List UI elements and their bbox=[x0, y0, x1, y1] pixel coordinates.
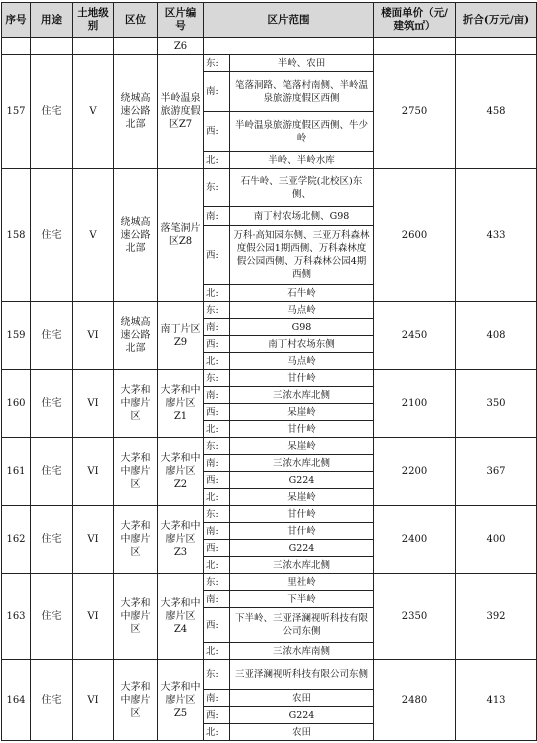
range-text: 甘什岭 bbox=[230, 506, 374, 523]
range-direction: 北: bbox=[204, 489, 230, 506]
range-direction: 南: bbox=[204, 690, 230, 707]
range-text: 呆崖岭 bbox=[230, 438, 374, 455]
row-mu: 367 bbox=[456, 438, 537, 506]
row-price: 2750 bbox=[374, 55, 456, 169]
row-no: 162 bbox=[2, 506, 31, 574]
range-direction: 北: bbox=[204, 421, 230, 438]
range-text: 农田 bbox=[230, 690, 374, 707]
range-text: 南丁村农场东侧 bbox=[230, 336, 374, 353]
row-price: 2600 bbox=[374, 169, 456, 302]
range-text: 半岭、农田 bbox=[230, 55, 374, 72]
range-direction: 东: bbox=[204, 660, 230, 690]
row-no: 158 bbox=[2, 169, 31, 302]
row-zone: 大茅和中廖片区Z3 bbox=[158, 506, 204, 574]
row-use: 住宅 bbox=[31, 169, 73, 302]
row-location: 绕城高速公路北部 bbox=[114, 169, 158, 302]
table-row bbox=[2, 302, 537, 319]
range-text: 甘什岭 bbox=[230, 370, 374, 387]
range-text: 三浓水库北侧 bbox=[230, 557, 374, 574]
range-text: 半岭温泉旅游度假区西侧、牛少岭 bbox=[230, 112, 374, 152]
row-grade: VI bbox=[73, 302, 114, 370]
row-price: 2480 bbox=[374, 660, 456, 741]
range-direction: 南: bbox=[204, 523, 230, 540]
table-row bbox=[2, 660, 537, 690]
row-price: 2100 bbox=[374, 370, 456, 438]
row-zone: 落笔洞片区Z8 bbox=[158, 169, 204, 302]
row-price: 2450 bbox=[374, 302, 456, 370]
range-direction: 南: bbox=[204, 455, 230, 472]
row-mu: 408 bbox=[456, 302, 537, 370]
row-no: 160 bbox=[2, 370, 31, 438]
row-location: 大茅和中廖片区 bbox=[114, 370, 158, 438]
range-text: 马点岭 bbox=[230, 353, 374, 370]
range-text: 呆崖岭 bbox=[230, 489, 374, 506]
range-direction: 西: bbox=[204, 112, 230, 152]
range-direction: 西: bbox=[204, 707, 230, 724]
table-row bbox=[2, 55, 537, 72]
range-text: 甘什岭 bbox=[230, 421, 374, 438]
range-text: 里社岭 bbox=[230, 574, 374, 591]
header-use: 用途 bbox=[31, 3, 73, 38]
table-row bbox=[2, 574, 537, 591]
header-no: 序号 bbox=[2, 3, 31, 38]
row-mu: 350 bbox=[456, 370, 537, 438]
row-price: 2200 bbox=[374, 438, 456, 506]
range-direction: 北: bbox=[204, 643, 230, 660]
range-text: G224 bbox=[230, 472, 374, 489]
range-text: 万科·高知园东侧、三亚万科森林度假公园1期西侧、万科森林度假公园西侧、万科森林公园4期西侧 bbox=[230, 226, 374, 285]
range-text: 三浓水库北侧 bbox=[230, 455, 374, 472]
range-direction: 西: bbox=[204, 540, 230, 557]
row-zone: 大茅和中廖片区Z5 bbox=[158, 660, 204, 741]
row-zone: 大茅和中廖片区Z2 bbox=[158, 438, 204, 506]
range-direction: 东: bbox=[204, 55, 230, 72]
land-price-table bbox=[1, 2, 537, 741]
row-no: 163 bbox=[2, 574, 31, 660]
range-direction: 北: bbox=[204, 152, 230, 169]
range-text: 三浓水库北侧 bbox=[230, 387, 374, 404]
range-text: 呆崖岭 bbox=[230, 404, 374, 421]
row-location: 大茅和中廖片区 bbox=[114, 506, 158, 574]
row-use: 住宅 bbox=[31, 506, 73, 574]
range-text: 下半岭 bbox=[230, 591, 374, 608]
range-text: 半岭、半岭水库 bbox=[230, 152, 374, 169]
range-text: 石牛岭 bbox=[230, 285, 374, 302]
row-price: 2400 bbox=[374, 506, 456, 574]
row-mu: 400 bbox=[456, 506, 537, 574]
range-direction: 西: bbox=[204, 336, 230, 353]
row-no: 161 bbox=[2, 438, 31, 506]
range-text: G224 bbox=[230, 707, 374, 724]
row-use: 住宅 bbox=[31, 438, 73, 506]
row-zone: 半岭温泉旅游度假区Z7 bbox=[158, 55, 204, 169]
row-use: 住宅 bbox=[31, 574, 73, 660]
row-price: 2350 bbox=[374, 574, 456, 660]
row-use: 住宅 bbox=[31, 660, 73, 741]
row-grade: VI bbox=[73, 438, 114, 506]
row-grade: VI bbox=[73, 660, 114, 741]
header-zone: 区片编号 bbox=[158, 3, 204, 38]
row-mu: 458 bbox=[456, 55, 537, 169]
continuation-row bbox=[2, 38, 537, 55]
range-direction: 东: bbox=[204, 506, 230, 523]
row-zone: 大茅和中廖片区Z4 bbox=[158, 574, 204, 660]
header-range: 区片范围 bbox=[204, 3, 374, 38]
table-row bbox=[2, 169, 537, 207]
row-use: 住宅 bbox=[31, 55, 73, 169]
range-direction: 南: bbox=[204, 591, 230, 608]
header-location: 区位 bbox=[114, 3, 158, 38]
table-row bbox=[2, 506, 537, 523]
range-text: 南丁村农场北侧、G98 bbox=[230, 207, 374, 226]
range-direction: 北: bbox=[204, 285, 230, 302]
range-text: 三亚泽澜视听科技有限公司东侧 bbox=[230, 660, 374, 690]
row-no: 159 bbox=[2, 302, 31, 370]
row-location: 绕城高速公路北部 bbox=[114, 302, 158, 370]
row-mu: 413 bbox=[456, 660, 537, 741]
row-zone: 大茅和中廖片区Z1 bbox=[158, 370, 204, 438]
range-direction: 东: bbox=[204, 574, 230, 591]
header-row bbox=[2, 3, 537, 38]
range-direction: 东: bbox=[204, 370, 230, 387]
range-direction: 南: bbox=[204, 387, 230, 404]
header-price: 楼面单价（元/建筑㎡） bbox=[374, 3, 456, 38]
row-grade: VI bbox=[73, 574, 114, 660]
range-direction: 东: bbox=[204, 302, 230, 319]
range-direction: 北: bbox=[204, 557, 230, 574]
range-direction: 南: bbox=[204, 207, 230, 226]
continuation-zone: Z6 bbox=[158, 38, 204, 55]
table-row bbox=[2, 370, 537, 387]
range-direction: 南: bbox=[204, 319, 230, 336]
header-grade: 土地级别 bbox=[73, 3, 114, 38]
row-use: 住宅 bbox=[31, 370, 73, 438]
range-text: 笔落洞路、笔落村南侧、半岭温泉旅游度假区西侧 bbox=[230, 72, 374, 112]
row-use: 住宅 bbox=[31, 302, 73, 370]
range-direction: 东: bbox=[204, 438, 230, 455]
row-mu: 433 bbox=[456, 169, 537, 302]
range-direction: 西: bbox=[204, 608, 230, 643]
range-direction: 北: bbox=[204, 724, 230, 741]
range-direction: 西: bbox=[204, 472, 230, 489]
row-location: 大茅和中廖片区 bbox=[114, 660, 158, 741]
row-location: 大茅和中廖片区 bbox=[114, 574, 158, 660]
row-zone: 南丁片区Z9 bbox=[158, 302, 204, 370]
row-location: 大茅和中廖片区 bbox=[114, 438, 158, 506]
row-grade: VI bbox=[73, 506, 114, 574]
row-no: 164 bbox=[2, 660, 31, 741]
range-direction: 西: bbox=[204, 226, 230, 285]
row-grade: V bbox=[73, 169, 114, 302]
table-body bbox=[2, 38, 537, 741]
table-row bbox=[2, 438, 537, 455]
range-text: G224 bbox=[230, 540, 374, 557]
range-direction: 北: bbox=[204, 353, 230, 370]
row-grade: V bbox=[73, 55, 114, 169]
range-text: 甘什岭 bbox=[230, 523, 374, 540]
header-mu: 折合(万元/亩) bbox=[456, 3, 537, 38]
range-text: 石牛岭、三亚学院(北校区)东侧、 bbox=[230, 169, 374, 207]
range-direction: 东: bbox=[204, 169, 230, 207]
row-no: 157 bbox=[2, 55, 31, 169]
range-text: 三浓水库南侧 bbox=[230, 643, 374, 660]
range-direction: 南: bbox=[204, 72, 230, 112]
row-location: 绕城高速公路北部 bbox=[114, 55, 158, 169]
row-mu: 392 bbox=[456, 574, 537, 660]
range-text: 农田 bbox=[230, 724, 374, 741]
range-text: 下半岭、三亚泽澜视听科技有限公司东侧 bbox=[230, 608, 374, 643]
range-direction: 西: bbox=[204, 404, 230, 421]
range-text: G98 bbox=[230, 319, 374, 336]
range-text: 马点岭 bbox=[230, 302, 374, 319]
row-grade: VI bbox=[73, 370, 114, 438]
